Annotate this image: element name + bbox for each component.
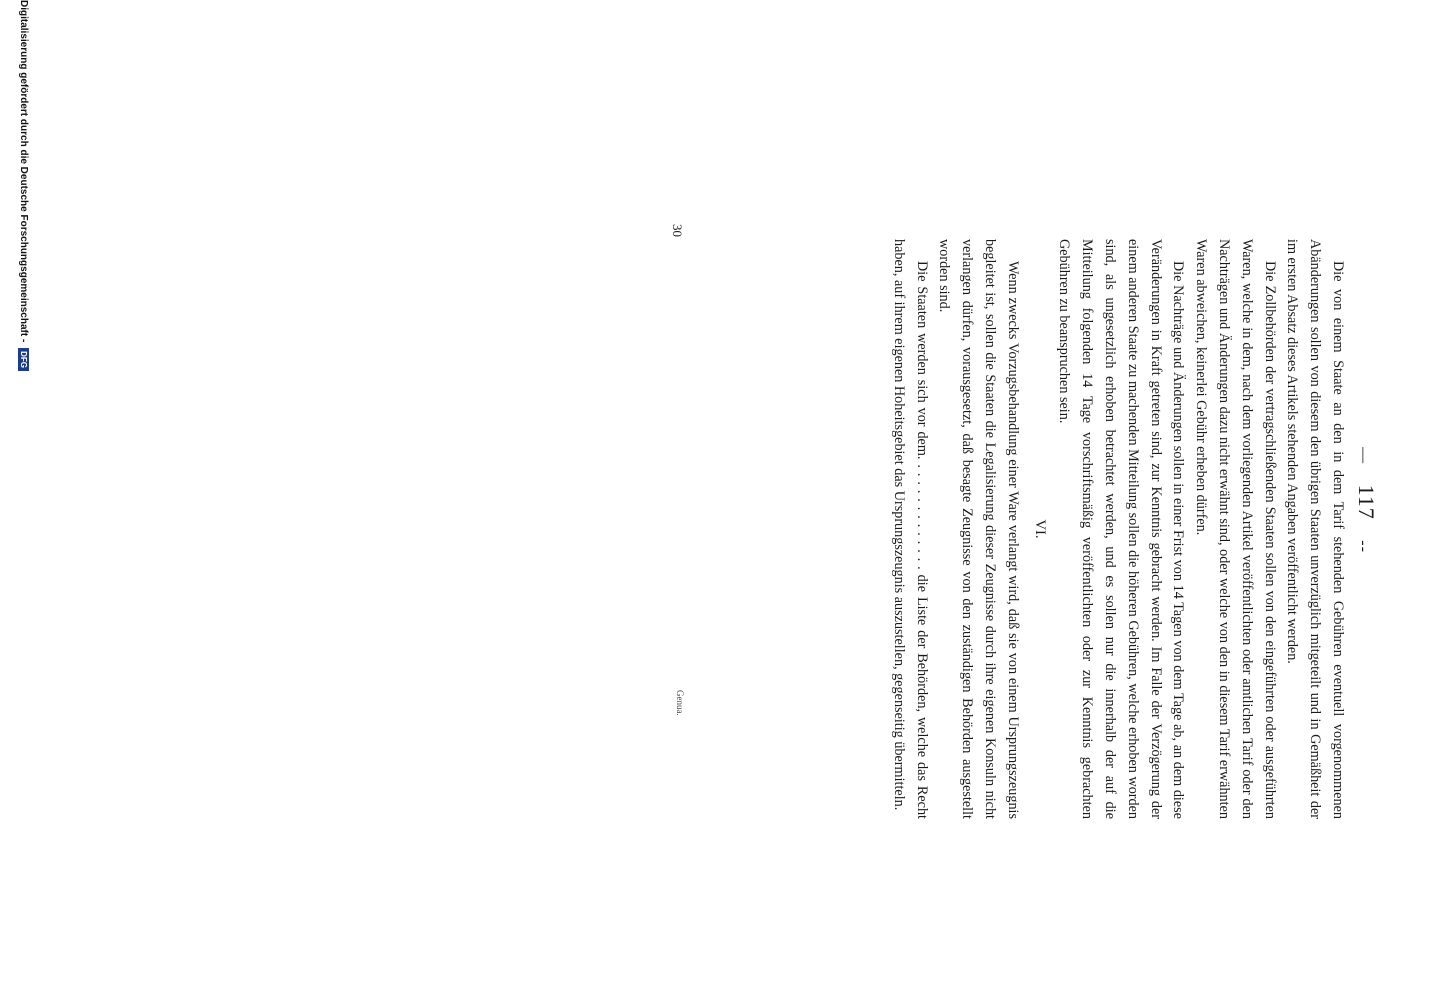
paragraph: Die von einem Staate an den in dem Tarif stehenden Gebühren eventuell vorgenommenen Abänderungen sollen von diesem den übrigen Staaten unverzüglich mitgeteilt und in Gemäßheit der im ersten Absatz dieses Artikels stehenden Angaben veröffentlicht werden.: [1284, 239, 1346, 819]
paragraph: Die Nachträge und Änderungen sollen in einer Frist von 14 Tagen von dem Tage ab, an dem diese Veränderungen in Kraft getreten sind, zur Kenntnis gebracht werden. Im Falle der Verzögerung der einem anderen Staate zu machenden Mitteilung sollen die höheren Gebühren, welche erhoben worden sind, als ungesetzlich erhoben betrachtet werden, und es sollen nur die innerhalb der auf die Mitteilung folgenden 14 Tage vorschriftsmäßig veröffentlichten oder zur Kenntnis gebrachten Gebühren zu beanspruchen sein.: [1056, 239, 1187, 819]
paragraph: Die Staaten werden sich vor dem. . . . . . . . . . . . . . die Liste der Behörden, welche das Recht haben, auf ihrem eigenen Hoheitsgebiet das Ursprungszeugnis auszustellen, gegenseitig übermitteln.: [890, 239, 930, 819]
sheet-number: 30: [670, 224, 685, 237]
header-dash-right: --: [1355, 540, 1372, 553]
body-text: [887, 239, 1349, 819]
dfg-logo-icon: DFG: [18, 348, 29, 371]
section-heading: VI.: [1031, 519, 1048, 539]
header-dash-left: —: [1355, 447, 1372, 465]
paragraph: Die Zollbehörden der vertragschließenden Staaten sollen von den eingeführten oder ausgeführten Waren, welche in dem, nach dem vorliegenden Artikel veröffentlichten oder amtlichen Tarif oder den Nachträgen und Änderungen dazu nicht erwähnt sind, oder welche von den in diesem Tarif erwähnten Waren abweichen, keinerlei Gebühr erheben dürfen.: [1193, 239, 1278, 819]
stamp-text: Digitalisierung gefördert durch die Deutsche Forschungsgemeinschaft -: [17, 0, 29, 343]
footer-marker: Genua.: [675, 690, 685, 716]
scanned-document-page: [13, 0, 1434, 1000]
page-number: 117: [1354, 484, 1379, 520]
paragraph: Wenn zwecks Vorzugsbehandlung einer Ware verlangt wird, daß sie von einem Ursprungszeugnis begleitet ist, sollen die Staaten die Legalisierung dieser Zeugnisse durch ihre eigenen Konsuln nicht verlangen dürfen, vorausgesetzt, daß besagte Zeugnisse von den zuständigen Behörden ausgestellt worden sind.: [936, 239, 1021, 819]
digitization-stamp: [18, 0, 29, 1000]
page-header: [1353, 0, 1379, 1000]
